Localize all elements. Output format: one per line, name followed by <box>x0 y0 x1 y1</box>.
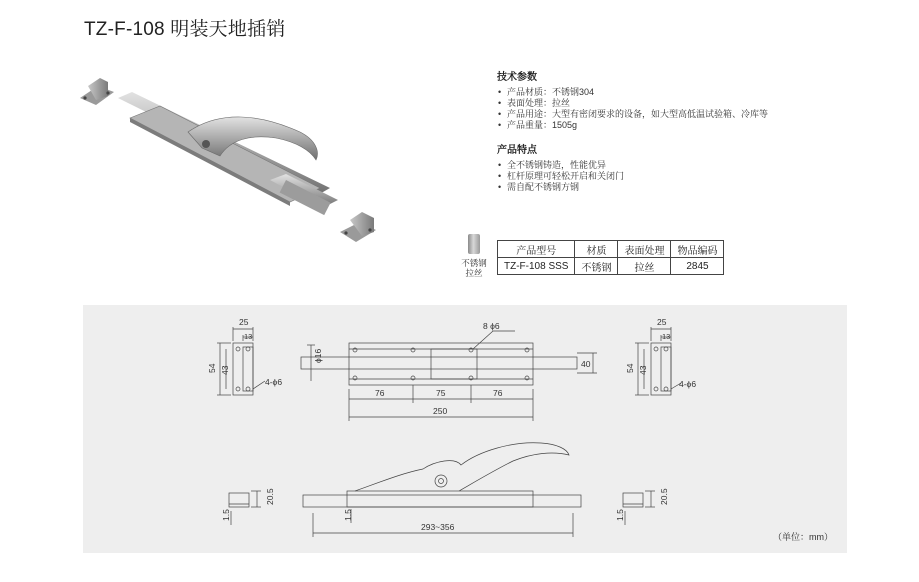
swatch-label-finish: 拉丝 <box>465 268 483 278</box>
tech-params-list <box>497 87 827 131</box>
table-header-row <box>498 241 724 258</box>
left-keeper-view <box>217 327 265 395</box>
dim-label: 43 <box>638 365 648 375</box>
dim-label: 20.5 <box>659 488 669 505</box>
tech-params-heading: 技术参数 <box>497 72 537 83</box>
dim-label: 4-ϕ6 <box>679 379 697 389</box>
dim-label: 76 <box>493 388 503 398</box>
right-keeper-view <box>635 327 681 395</box>
dim-label: 1.5 <box>343 509 353 521</box>
dim-label: 13 <box>662 332 671 341</box>
list-item: • 表面处理：拉丝 <box>497 98 827 109</box>
brushed-steel-icon <box>468 234 480 254</box>
list-item: • 产品用途：大型有密闭要求的设备，如大型高低温试验箱、冷库等 <box>497 109 827 120</box>
dim-label: 4-ϕ6 <box>265 377 283 387</box>
list-item: • 需自配不锈钢方钢 <box>497 182 827 193</box>
dim-label: 40 <box>581 359 591 369</box>
table-row <box>498 258 724 275</box>
dim-label: 54 <box>625 363 635 373</box>
table-cell: 拉丝 <box>618 258 671 275</box>
product-photo <box>70 70 400 260</box>
table-header-cell: 产品型号 <box>498 241 575 258</box>
top-keeper-part <box>80 78 114 105</box>
dim-label: 13 <box>244 332 253 341</box>
list-item: • 产品材质：不锈钢304 <box>497 87 827 98</box>
right-keeper-side-view <box>623 491 655 525</box>
table-cell: 不锈钢 <box>575 258 618 275</box>
drawing-canvas <box>83 305 847 553</box>
dim-label: 54 <box>207 363 217 373</box>
table-header-cell: 物品编码 <box>671 241 724 258</box>
swatch-label-material: 不锈钢 <box>461 258 487 268</box>
finish-swatch <box>454 234 494 278</box>
dim-label: 43 <box>220 365 230 375</box>
bottom-keeper-part <box>340 212 376 242</box>
table-cell: TZ-F-108 SSS <box>498 258 575 275</box>
table-header-cell: 材质 <box>575 241 618 258</box>
list-item: • 产品重量：1505g <box>497 120 827 131</box>
dim-label: 1.5 <box>615 509 625 521</box>
left-keeper-side-view <box>229 491 261 525</box>
table-cell: 2845 <box>671 258 724 275</box>
dim-label: 250 <box>433 406 448 416</box>
unit-note: （单位：mm） <box>773 532 833 542</box>
features-heading: 产品特点 <box>497 145 537 156</box>
dim-label: 76 <box>375 388 385 398</box>
features-list <box>497 160 827 193</box>
product-table <box>497 240 724 275</box>
dim-label: 20.5 <box>265 488 275 505</box>
dim-label: 8 ϕ6 <box>483 321 500 331</box>
dim-label: 25 <box>239 317 249 327</box>
main-plan-view <box>301 331 597 421</box>
dim-label: ϕ16 <box>313 348 323 363</box>
list-item: • 全不锈钢铸造，性能优异 <box>497 160 827 171</box>
dim-label: 25 <box>657 317 667 327</box>
page-title: TZ-F-108 明装天地插销 <box>84 19 286 40</box>
spec-panel <box>497 72 827 207</box>
table-header-cell: 表面处理 <box>618 241 671 258</box>
dim-label: 293~356 <box>421 522 455 532</box>
list-item: • 杠杆原理可轻松开启和关闭门 <box>497 171 827 182</box>
technical-drawing <box>83 305 847 553</box>
dim-label: 1.5 <box>221 509 231 521</box>
dim-label: 75 <box>436 388 446 398</box>
